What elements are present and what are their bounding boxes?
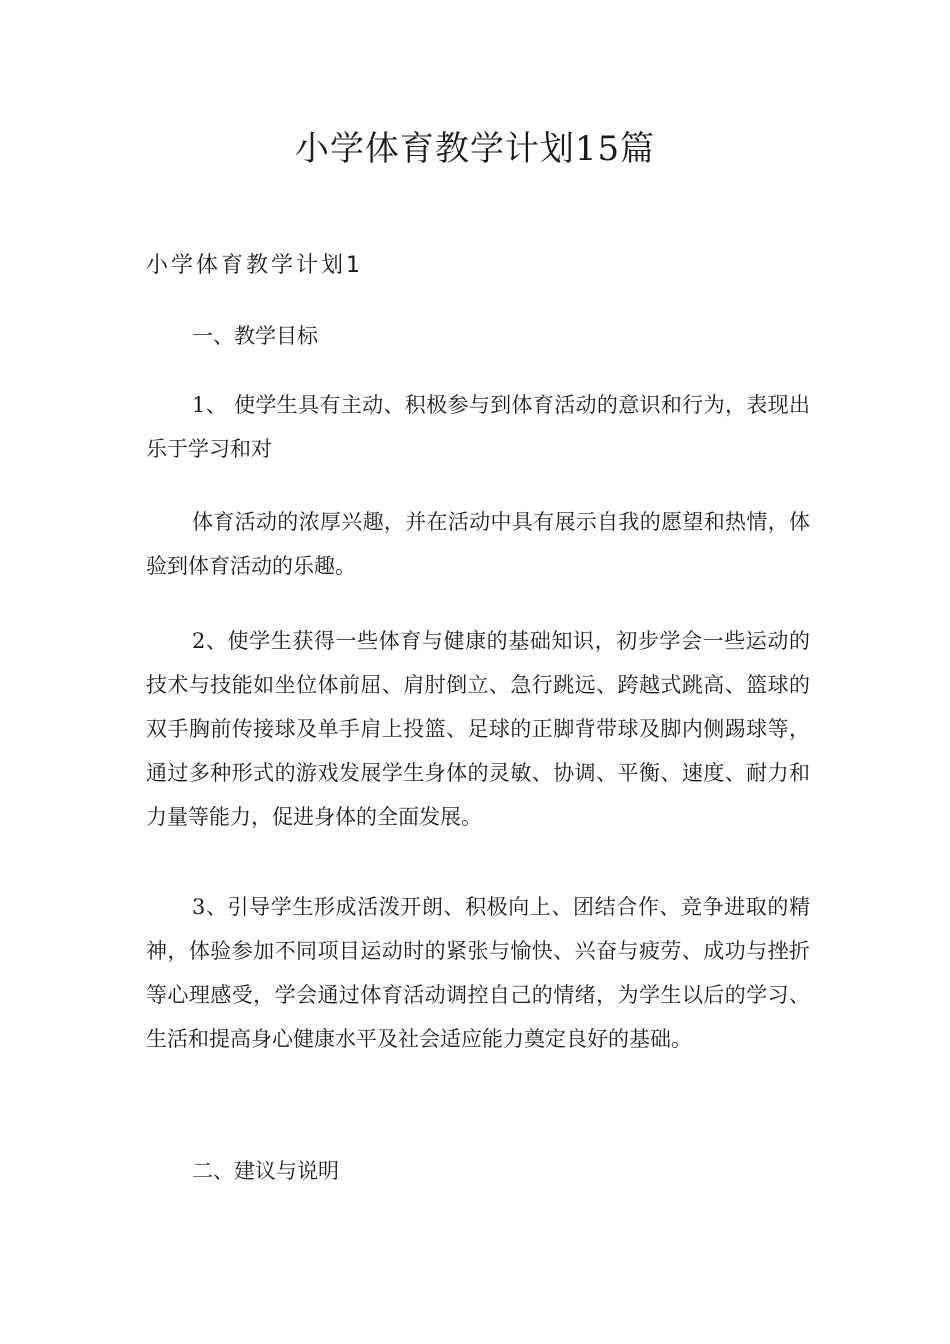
section-title: 小学体育教学计划1: [146, 253, 363, 278]
paragraph-goal-2: 2、使学生获得一些体育与健康的基础知识，初步学会一些运动的技术与技能如坐位体前屈、肩肘倒立、急行跳远、跨越式跳高、篮球的双手胸前传接球及单手肩上投篮、足球的正脚背带球及脚内侧踢球等，通过多种形式的游戏发展学生身体的灵敏、协调、平衡、速度、耐力和力量等能力，促进身体的全面发展。: [146, 629, 810, 829]
paragraph-goal-1-continued: 体育活动的浓厚兴趣，并在活动中具有展示自我的愿望和热情，体验到体育活动的乐趣。: [146, 510, 810, 578]
paragraph-goal-3: 3、引导学生形成活泼开朗、积极向上、团结合作、竞争进取的精神，体验参加不同项目运动时的紧张与愉快、兴奋与疲劳、成功与挫折等心理感受，学会通过体育活动调控自己的情绪，为学生以后的学习、生活和提高身心健康水平及社会适应能力奠定良好的基础。: [146, 895, 810, 1051]
heading-suggestions: 二、建议与说明: [192, 1159, 339, 1183]
document-title: 小学体育教学计划15篇: [294, 129, 656, 169]
heading-teaching-goals: 一、教学目标: [192, 324, 318, 348]
paragraph-goal-1: 1、 使学生具有主动、积极参与到体育活动的意识和行为，表现出乐于学习和对: [146, 393, 810, 461]
